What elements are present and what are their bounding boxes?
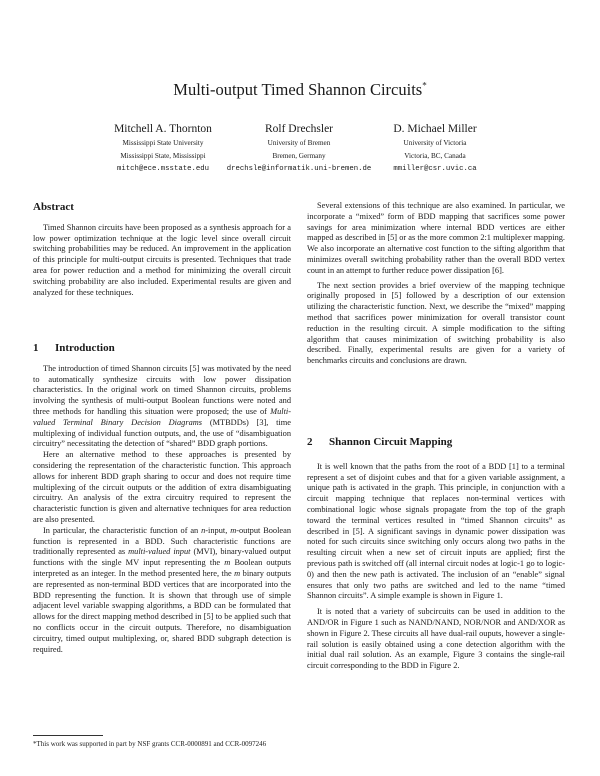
text-run: -input, [205,525,231,535]
author-block-miller [345,121,525,176]
intro-paragraph-1 [33,364,291,450]
intro-section [33,343,291,655]
author-name: Rolf Drechsler [264,123,334,135]
right-paragraph-2: The next section provides a brief overview of the mapping technique originally proposed in [5] followed by a description of our extension utilizing the characteristic function. Next, we describe the “mixed” mapping method that sacrifices power minimization for overall transistor count reduction in the resulting circuit. A simple modification to the sifting algorithm that causes minimization of switching probability is also described. Finally, experimental results are given for a variety of benchmarks circuits and conclusions are drawn. [307,280,565,366]
author-email: mitch@ece.msstate.edu [117,165,209,173]
math-var: n [201,525,206,535]
text-run: In particular, the characteristic function of an [43,525,202,535]
author-name: D. Michael Miller [393,123,477,135]
author-affiliation: University of Victoria [403,139,467,147]
intro-heading [33,343,291,354]
paper-title [0,80,600,100]
text-run: -output Boolean function is represented in a BDD. Such characteristic functions are traditionally represented as [33,525,292,557]
author-email: mmiller@csr.uvic.ca [393,165,477,173]
math-var: m [230,525,237,535]
section-number: 2 [307,436,313,448]
footnote: *This work was supported in part by NSF grants CCR-0000891 and CCR-0097246 [33,740,267,748]
text-run: binary outputs are represented as non-terminal BDD vertices that are incorporated into the BDD representing the function. It is shown that through use of simple adjacent level variable swapping algorithms, a BDD can be formulated that allows for the direct mapping method described in [5] to be applied such that no conflicts occur in the circuit outputs. Therefore, no disambiguation circuitry, timed output multiplexing, or, shared BDD subgraph detection is required. [33,568,291,654]
emphasis-text: multi-valued input [128,547,191,557]
section-title: Shannon Circuit Mapping [329,436,453,448]
author-affiliation: Mississippi State University [122,139,204,147]
right-paragraph-1: Several extensions of this technique are also examined. In particular, we incorporate a “mixed” form of BDD mapping that sacrifices some power savings for area minimization where internal BDD vertices are either mapped as described in [5] or as the more common 2:1 multiplexer mapping. We also incorporate an alternative cost function to the sifting algorithm that minimizes overall switching probability rather than the overall BDD vertex count in an attempt to further reduce power dissipation [6]. [307,201,565,275]
emphasis-text: Multi-valued Terminal Binary Decision Diagrams [33,406,291,427]
author-location: Victoria, BC, Canada [404,152,466,160]
math-var: m [234,568,241,578]
text-run: (MVI), binary-valued output functions with the single MV input representing the [33,547,291,568]
section-2-paragraph-2: It is noted that a variety of subcircuits can be used in addition to the AND/OR in Figure 1 such as NAND/NAND, NOR/NOR and AND/XOR as shown in Figure 2. These circuits all have dual-rail ouputs, however a single-rail solution is easily obtained using a cone detection algorithm with the initial dual rail solution. As an example, Figure 3 contains the single-rail circuit corresponding to the BDD in Figure 2. [307,607,565,671]
left-column [33,202,291,298]
section-2-paragraph-1: It is well known that the paths from the root of a BDD [1] to a terminal represent a set of disjoint cubes and that for a given variable assignment, a unique path is activated in the graph. This principle, in conjunction with a circuit mapping technique that replaces non-terminal vertices with combinational logic whose signals propagate from the top of the graph toward the terminal vertices resulted in “timed Shannon circuits” as described in [5]. A significant savings in dynamic power dissipation was noted for such circuits since switching only occurs along two paths in the resulting circuit when a new set of circuit inputs are applied; first the previous path is switched off (all internal circuit nodes at logic-1 go to logic-0) and then the new path is activated. The inclusion of an “enable” signal ensures that only two paths are switched and led to the name “timed Shannon circuits”. A simple example is shown in Figure 1. [307,461,565,601]
right-column [307,201,565,367]
text-run: The introduction of timed Shannon circuits [5] was motivated by the need to automatically synthesize circuits with low power dissipation characteristics. In the original work on timed Shannon circuits, problems involving the synthesis of multi-output Boolean functions were noted and three methods for handling this situation were proposed; the use of [33,363,291,416]
title-text: Multi-output Timed Shannon Circuits [173,80,423,99]
section-number: 1 [33,342,39,354]
math-var: m [224,558,231,568]
abstract-heading: Abstract [33,201,74,213]
section-2 [307,437,565,672]
section-2-heading [307,437,565,448]
text-run: (MTBDDs) [3], time multiplexing of individual function outputs, and, the use of “disambiguation circuitry” necessitating the detection of “shared” BDD graph portions. [33,417,291,449]
section-title: Introduction [55,342,115,354]
author-affiliation: University of Bremen [267,139,331,147]
intro-paragraph-2: Here an alternative method to these approaches is presented by considering the representation of the characteristic function. This approach allows for inherent BDD graph sharing to occur and does not require time multiplexing of the circuit outputs or the addition of extra disambiguating circuitry. An analysis of the extra circuitry required to represent the characteristic function is given and alternative techniques for area reduction are also presented. [33,450,291,524]
footnote-rule [33,735,103,736]
abstract-text: Timed Shannon circuits have been proposed as a synthesis approach for a low power optimization technique at the logic level since overall circuit switching probabilities may be reduced. An improvement in the application of this principle for multi-output circuits is presented. Techniques that trade area for power reduction and a method for minimizing the overall circuit switching probability are also included. Experimental results are given and analyzed for these techniques. [33,222,291,297]
author-name: Mitchell A. Thornton [114,123,212,135]
text-run: Boolean outputs interpreted as an integer. In the method presented here, the [33,558,291,578]
author-email: drechsle@informatik.uni-bremen.de [226,165,372,173]
author-location: Bremen, Germany [272,152,326,160]
intro-paragraph-3 [33,526,291,656]
title-footnote-mark: * [422,80,427,91]
author-location: Mississippi State, Mississippi [120,152,206,160]
